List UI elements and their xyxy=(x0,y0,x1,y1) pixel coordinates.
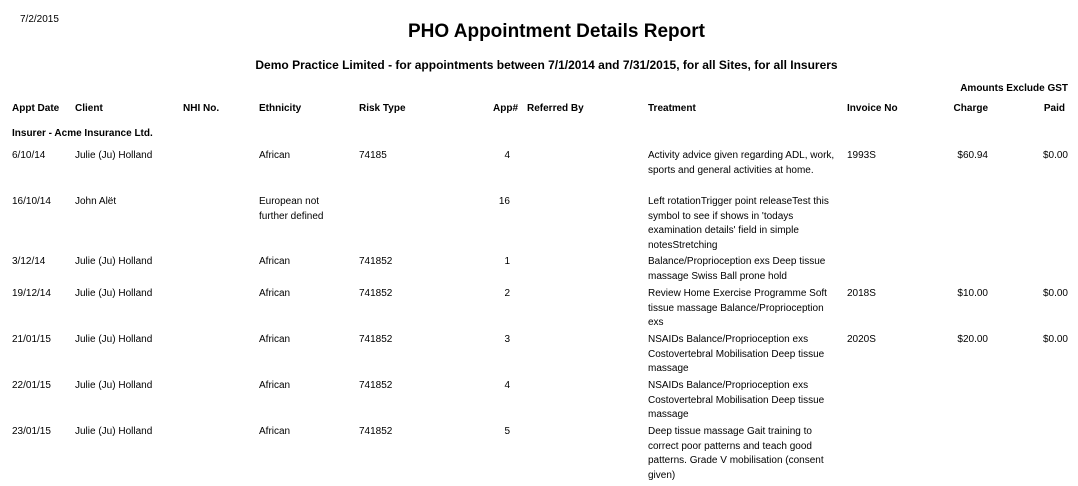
report-date: 7/2/2015 xyxy=(20,14,59,25)
col-treatment: Treatment xyxy=(648,103,696,114)
ethnicity-cell: African xyxy=(259,334,291,345)
ethnicity-cell: European not further defined xyxy=(259,196,324,222)
col-ethnicity: Ethnicity xyxy=(259,103,302,114)
charge-cell: $60.94 xyxy=(957,150,988,161)
app-num-cell: 4 xyxy=(504,150,510,161)
invoice-no-cell: 2020S xyxy=(847,334,876,345)
app-num-cell: 5 xyxy=(504,426,510,437)
ethnicity-cell: African xyxy=(259,288,291,299)
col-charge: Charge xyxy=(953,103,988,114)
treatment-cell: Review Home Exercise Programme Soft tissue massage Balance/Proprioception exs xyxy=(648,288,827,328)
gst-note: Amounts Exclude GST xyxy=(960,83,1068,94)
col-client: Client xyxy=(75,103,103,114)
risk-type-cell: 741852 xyxy=(359,288,393,299)
appt-date-cell: 6/10/14 xyxy=(12,150,46,161)
col-risk-type: Risk Type xyxy=(359,103,406,114)
app-num-cell: 3 xyxy=(504,334,510,345)
col-referred-by: Referred By xyxy=(527,103,584,114)
client-cell: Julie (Ju) Holland xyxy=(75,150,153,161)
paid-cell: $0.00 xyxy=(1042,288,1068,299)
client-cell: Julie (Ju) Holland xyxy=(75,380,153,391)
appt-date-cell: 22/01/15 xyxy=(12,380,51,391)
treatment-cell: Activity advice given regarding ADL, work, sports and general activities at home. xyxy=(648,150,835,176)
appt-date-cell: 16/10/14 xyxy=(12,196,51,207)
report-title: PHO Appointment Details Report xyxy=(408,21,705,42)
paid-cell: $0.00 xyxy=(1042,334,1068,345)
client-cell: Julie (Ju) Holland xyxy=(75,334,153,345)
col-nhi: NHI No. xyxy=(183,103,220,114)
paid-cell: $0.00 xyxy=(1042,150,1068,161)
risk-type-cell: 74185 xyxy=(359,150,387,161)
risk-type-cell: 741852 xyxy=(359,426,393,437)
app-num-cell: 16 xyxy=(498,196,510,207)
ethnicity-cell: African xyxy=(259,426,291,437)
appt-date-cell: 21/01/15 xyxy=(12,334,51,345)
report-subtitle: Demo Practice Limited - for appointments between 7/1/2014 and 7/31/2015, for all Sites, for all Insurers xyxy=(255,58,838,72)
col-app-num: App# xyxy=(493,103,518,114)
insurer-group-label: Insurer - Acme Insurance Ltd. xyxy=(12,128,153,139)
ethnicity-cell: African xyxy=(259,380,291,391)
appt-date-cell: 3/12/14 xyxy=(12,256,46,267)
invoice-no-cell: 2018S xyxy=(847,288,876,299)
client-cell: Julie (Ju) Holland xyxy=(75,288,153,299)
ethnicity-cell: African xyxy=(259,256,291,267)
invoice-no-cell: 1993S xyxy=(847,150,876,161)
client-cell: John Alët xyxy=(75,196,117,207)
app-num-cell: 1 xyxy=(504,256,510,267)
col-paid: Paid xyxy=(1043,103,1065,114)
treatment-cell: NSAIDs Balance/Proprioception exs Costovertebral Mobilisation Deep tissue massage xyxy=(648,334,825,374)
col-invoice-no: Invoice No xyxy=(847,103,898,114)
app-num-cell: 4 xyxy=(504,380,510,391)
client-cell: Julie (Ju) Holland xyxy=(75,426,153,437)
charge-cell: $20.00 xyxy=(957,334,988,345)
treatment-cell: Deep tissue massage Gait training to correct poor patterns and teach good patterns. Grade V mobilisation (consent given) xyxy=(648,426,824,481)
appt-date-cell: 19/12/14 xyxy=(12,288,51,299)
risk-type-cell: 741852 xyxy=(359,334,393,345)
treatment-cell: Balance/Proprioception exs Deep tissue massage Swiss Ball prone hold xyxy=(648,256,826,282)
charge-cell: $10.00 xyxy=(957,288,988,299)
client-cell: Julie (Ju) Holland xyxy=(75,256,153,267)
app-num-cell: 2 xyxy=(504,288,510,299)
risk-type-cell: 741852 xyxy=(359,256,393,267)
appt-date-cell: 23/01/15 xyxy=(12,426,51,437)
risk-type-cell: 741852 xyxy=(359,380,393,391)
col-appt-date: Appt Date xyxy=(12,103,60,114)
treatment-cell: Left rotationTrigger point releaseTest this symbol to see if shows in 'todays examination details' field in simple notesStretching xyxy=(648,196,829,251)
treatment-cell: NSAIDs Balance/Proprioception exs Costovertebral Mobilisation Deep tissue massage xyxy=(648,380,825,420)
ethnicity-cell: African xyxy=(259,150,291,161)
